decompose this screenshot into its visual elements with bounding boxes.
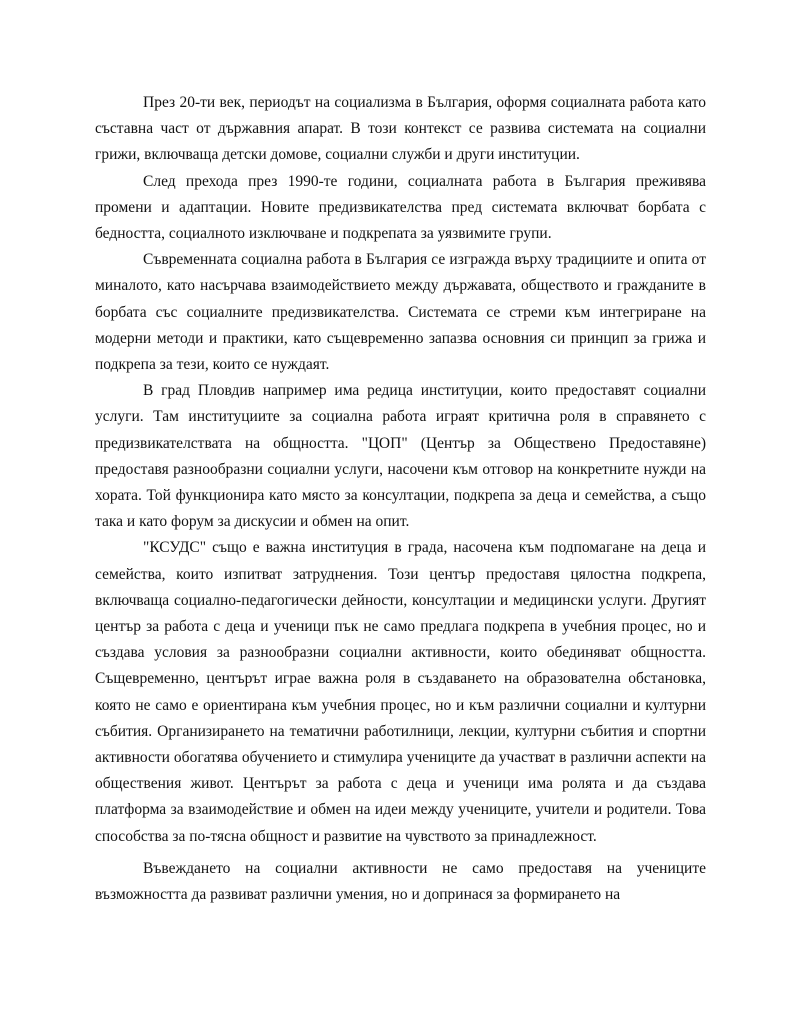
document-page [95,90,706,908]
paragraph-social-activities: Въвеждането на социални активности не само предоставя на учениците възможността да развиват различни умения, но и допринася за формирането на [95,859,706,904]
paragraph-plovdiv-institutions: В град Пловдив например има редица институции, които предоставят социални услуги. Там институциите за социална работа играят критична роля в справянето с предизвикателствата на общността. "ЦОП" (Център за Обществено Предоставяне) предоставя разнообразни социални услуги, насочени към отговор на конкретните нужди на хората. Той функционира като място за консултации, подкрепа за деца и семейства, а също така и като форум за дискусии и обмен на опит. [95,382,706,531]
paragraph-socialism-era: През 20-ти век, периодът на социализма в България, оформя социалната работа като съставна част от държавния апарат. В този контекст се развива системата на социални грижи, включваща детски домове, социални служби и други институции. [95,94,706,164]
paragraph-transition-1990s: След прехода през 1990-те години, социалната работа в България преживява промени и адаптации. Новите предизвикателства пред системата включват борбата с бедността, социалното изключване и подкрепата за уязвимите групи. [95,172,706,243]
paragraph-modern-social-work: Съвременната социална работа в България се изгражда върху традициите и опита от миналото, като насърчава взаимодействието между държавата, обществото и гражданите в борбата със социалните предизвикателства. Системата се стреми към интегриране на модерни методи и практики, като същевременно запазва основния си принцип за грижа и подкрепа за тези, които се нуждаят. [95,251,706,374]
paragraph-ksuds-center: "КСУДС" също е важна институция в града, насочена към подпомагане на деца и семейства, които изпитват затруднения. Този център предоставя цялостна подкрепа, включваща социално-педагогически дейности, консултации и медицински услуги. Другият център за работа с деца и ученици пък не само предлага подкрепа в учебния процес, но и създава условия за разнообразни социални активности, които обединяват общността. Същевременно, центърът играе важна роля в създаването на образователна обстановка, която не само е ориентирана към учебния процес, но и към различни социални и културни събития. Организирането на тематични работилници, лекции, културни събития и спортни активности обогатява обучението и стимулира учениците да участват в различни аспекти на обществения живот. Центърът за работа с деца и ученици има ролята и да създава платформа за взаимодействие и обмен на идеи между учениците, учители и родители. Това способства за по-тясна общност и развитие на чувството за принадлежност. [95,539,706,845]
